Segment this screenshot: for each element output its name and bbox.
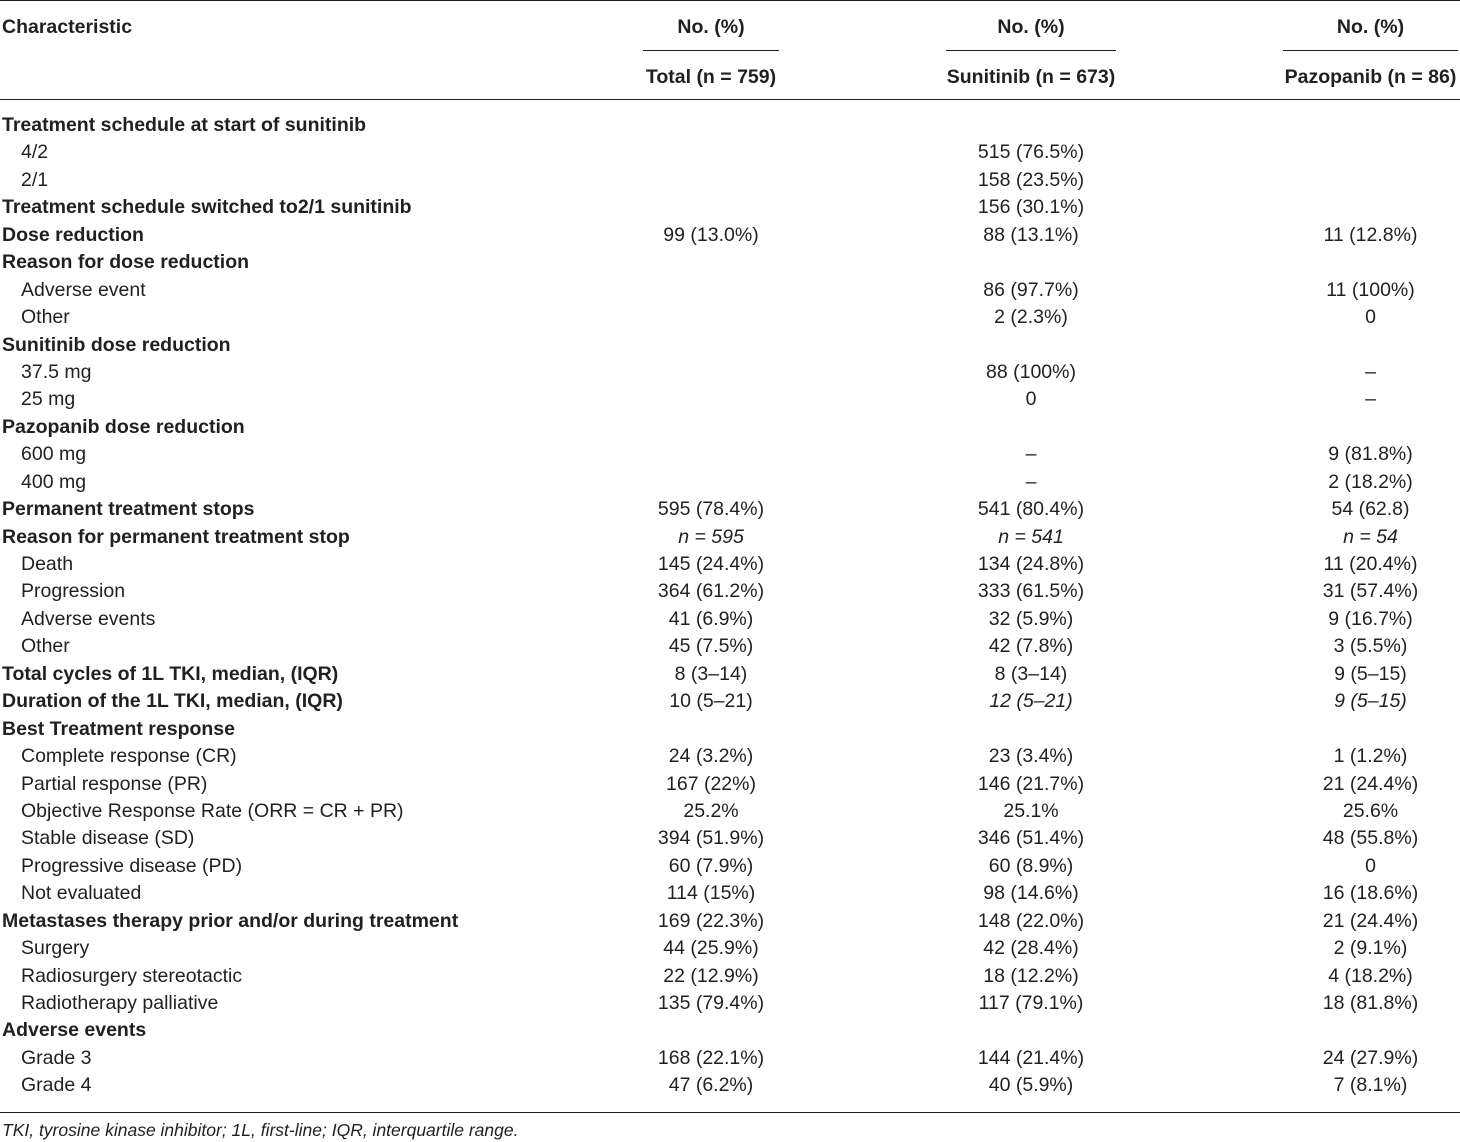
- table-row: [0, 578, 1460, 605]
- cell-pazopanib: 16 (18.6%): [1322, 882, 1419, 905]
- cell-total: 22 (12.9%): [663, 964, 759, 987]
- table-top-rule: [0, 0, 1460, 1]
- cell-total: 45 (7.5%): [668, 635, 754, 658]
- row-label: Progressive disease (PD): [21, 854, 243, 877]
- table-row: [0, 167, 1460, 194]
- cell-pazopanib: 9 (5–15): [1334, 690, 1407, 713]
- table-row: [0, 606, 1460, 633]
- cell-pazopanib: 11 (12.8%): [1323, 223, 1418, 246]
- cell-sunitinib: 346 (51.4%): [977, 827, 1085, 850]
- cell-sunitinib: 25.1%: [1003, 799, 1059, 822]
- cell-sunitinib: 146 (21.7%): [977, 772, 1085, 795]
- header-group-sunitinib: No. (%): [997, 16, 1065, 38]
- cell-sunitinib: 144 (21.4%): [977, 1046, 1085, 1069]
- cell-sunitinib: 134 (24.8%): [977, 553, 1085, 575]
- row-label: Permanent treatment stops: [2, 498, 255, 521]
- cell-sunitinib: 333 (61.5%): [977, 580, 1085, 603]
- cell-pazopanib: 11 (20.4%): [1323, 553, 1418, 575]
- cell-sunitinib: 23 (3.4%): [988, 745, 1074, 768]
- table-bottom-rule: [0, 1112, 1460, 1113]
- row-label: 2/1: [21, 168, 49, 191]
- header-group-pazopanib: No. (%): [1336, 16, 1405, 38]
- cell-total: 10 (5–21): [669, 690, 753, 713]
- table-row: [0, 935, 1460, 962]
- row-label: Reason for dose reduction: [2, 251, 250, 274]
- cell-pazopanib: 21 (24.4%): [1322, 772, 1419, 795]
- table-row: [0, 661, 1460, 688]
- table-row: [0, 551, 1460, 578]
- row-label: Stable disease (SD): [21, 827, 195, 850]
- cell-total: 99 (13.0%): [663, 223, 759, 246]
- cell-sunitinib: 18 (12.2%): [983, 964, 1079, 987]
- row-label: Adverse events: [21, 607, 156, 630]
- table-row: [0, 853, 1460, 880]
- cell-sunitinib: 148 (22.0%): [977, 909, 1085, 932]
- cell-pazopanib: 4 (18.2%): [1328, 964, 1413, 987]
- table-row: [0, 743, 1460, 770]
- header-underline-pazopanib: [1283, 50, 1458, 51]
- cell-pazopanib: 2 (18.2%): [1328, 470, 1413, 493]
- table-row: [0, 139, 1460, 166]
- cell-total: 145 (24.4%): [657, 553, 765, 575]
- row-label: Progression: [21, 580, 126, 603]
- row-label: Duration of the 1L TKI, median, (IQR): [2, 690, 343, 713]
- cell-sunitinib: 541 (80.4%): [977, 498, 1085, 521]
- row-label: Other: [21, 306, 70, 329]
- row-label: Grade 4: [21, 1074, 92, 1097]
- cell-pazopanib: 54 (62.8): [1331, 498, 1410, 521]
- cell-pazopanib: –: [1365, 360, 1376, 383]
- table-row: [0, 880, 1460, 907]
- cell-pazopanib: 48 (55.8%): [1322, 827, 1419, 850]
- header-characteristic: Characteristic: [2, 16, 133, 38]
- row-label: 25 mg: [21, 388, 76, 411]
- row-label: Treatment schedule switched to2/1 sunitinib: [2, 196, 412, 219]
- table-body: [0, 112, 1460, 1100]
- cell-pazopanib: 25.6%: [1342, 799, 1399, 822]
- cell-pazopanib: 9 (16.7%): [1328, 607, 1413, 630]
- table-row: [0, 524, 1460, 551]
- cell-total: n = 595: [678, 525, 744, 548]
- row-label: Grade 3: [21, 1046, 92, 1069]
- row-label: 600 mg: [21, 443, 87, 466]
- cell-total: 167 (22%): [666, 772, 756, 795]
- table-row: [0, 716, 1460, 743]
- cell-sunitinib: 12 (5–21): [989, 690, 1073, 713]
- cell-pazopanib: 11 (100%): [1326, 278, 1415, 301]
- cell-sunitinib: 156 (30.1%): [977, 196, 1085, 219]
- cell-total: 168 (22.1%): [657, 1046, 765, 1069]
- table-row: [0, 990, 1460, 1017]
- row-label: Adverse event: [21, 278, 146, 301]
- cell-total: 364 (61.2%): [657, 580, 765, 603]
- cell-total: 24 (3.2%): [668, 745, 754, 768]
- cell-sunitinib: n = 541: [998, 525, 1064, 548]
- cell-pazopanib: 9 (81.8%): [1328, 443, 1413, 466]
- cell-pazopanib: 0: [1365, 854, 1376, 877]
- header-underline-sunitinib: [946, 50, 1116, 51]
- cell-sunitinib: 2 (2.3%): [994, 306, 1068, 329]
- cell-pazopanib: 31 (57.4%): [1322, 580, 1419, 603]
- cell-sunitinib: 88 (100%): [986, 360, 1076, 383]
- table-row: [0, 194, 1460, 221]
- header-underline-total: [643, 50, 779, 51]
- table-row: [0, 771, 1460, 798]
- row-label: 37.5 mg: [21, 360, 92, 383]
- row-label: Treatment schedule at start of sunitinib: [2, 114, 367, 136]
- cell-pazopanib: 7 (8.1%): [1333, 1074, 1408, 1097]
- cell-total: 41 (6.9%): [668, 607, 754, 630]
- cell-total: 47 (6.2%): [668, 1074, 754, 1097]
- table-row: [0, 1072, 1460, 1099]
- cell-sunitinib: 515 (76.5%): [977, 141, 1085, 164]
- table-row: [0, 359, 1460, 386]
- cell-sunitinib: 32 (5.9%): [988, 607, 1074, 630]
- cell-sunitinib: –: [1025, 470, 1037, 493]
- table-row: [0, 908, 1460, 935]
- table-footnote: TKI, tyrosine kinase inhibitor; 1L, first-line; IQR, interquartile range.: [2, 1120, 519, 1140]
- header-total: Total (n = 759): [645, 66, 777, 88]
- cell-sunitinib: 158 (23.5%): [977, 168, 1085, 191]
- cell-pazopanib: 3 (5.5%): [1333, 635, 1408, 658]
- cell-pazopanib: 2 (9.1%): [1333, 937, 1408, 960]
- table-row: [0, 386, 1460, 413]
- header-pazopanib: Pazopanib (n = 86): [1284, 66, 1457, 88]
- cell-pazopanib: 1 (1.2%): [1333, 745, 1408, 768]
- table-row: [0, 633, 1460, 660]
- cell-sunitinib: 40 (5.9%): [988, 1074, 1074, 1097]
- cell-sunitinib: 42 (28.4%): [983, 937, 1079, 960]
- cell-sunitinib: 0: [1025, 388, 1037, 411]
- row-label: Dose reduction: [2, 223, 144, 246]
- table-row: [0, 963, 1460, 990]
- row-label: Surgery: [21, 937, 90, 960]
- row-label: Pazopanib dose reduction: [2, 415, 245, 438]
- row-label: Sunitinib dose reduction: [2, 333, 231, 356]
- table-row: [0, 1017, 1460, 1044]
- row-label: Other: [21, 635, 70, 658]
- row-label: Partial response (PR): [21, 772, 208, 795]
- row-label: Not evaluated: [21, 882, 142, 905]
- table-row: [0, 304, 1460, 331]
- row-label: Metastases therapy prior and/or during treatment: [2, 909, 459, 932]
- table-row: [0, 469, 1460, 496]
- cell-total: 169 (22.3%): [657, 909, 765, 932]
- row-label: Objective Response Rate (ORR = CR + PR): [21, 799, 404, 822]
- table-row: [0, 688, 1460, 715]
- cell-pazopanib: 21 (24.4%): [1322, 909, 1419, 932]
- cell-pazopanib: –: [1365, 388, 1376, 411]
- row-label: Death: [21, 553, 74, 575]
- cell-total: 60 (7.9%): [668, 854, 754, 877]
- cell-sunitinib: 117 (79.1%): [978, 992, 1084, 1014]
- header-sunitinib: Sunitinib (n = 673): [946, 66, 1116, 88]
- cell-sunitinib: 8 (3–14): [994, 662, 1068, 685]
- cell-total: 135 (79.4%): [657, 992, 765, 1014]
- cell-total: 44 (25.9%): [663, 937, 759, 960]
- row-label: 4/2: [21, 141, 49, 164]
- cell-sunitinib: –: [1025, 443, 1037, 466]
- table-header-rule: [0, 99, 1460, 100]
- table-row: [0, 798, 1460, 825]
- table-row: [0, 414, 1460, 441]
- table-row: [0, 1045, 1460, 1072]
- cell-pazopanib: 18 (81.8%): [1322, 992, 1419, 1014]
- cell-pazopanib: 24 (27.9%): [1322, 1046, 1419, 1069]
- table-row: [0, 277, 1460, 304]
- cell-sunitinib: 98 (14.6%): [983, 882, 1079, 905]
- row-label: Radiotherapy palliative: [21, 992, 219, 1014]
- table-row: [0, 112, 1460, 139]
- cell-pazopanib: 0: [1365, 306, 1376, 329]
- cell-sunitinib: 42 (7.8%): [988, 635, 1074, 658]
- cell-sunitinib: 60 (8.9%): [988, 854, 1074, 877]
- table-row: [0, 825, 1460, 852]
- row-label: 400 mg: [21, 470, 87, 493]
- cell-pazopanib: 9 (5–15): [1334, 662, 1407, 685]
- cell-total: 394 (51.9%): [657, 827, 765, 850]
- row-label: Best Treatment response: [2, 717, 236, 740]
- cell-total: 8 (3–14): [674, 662, 748, 685]
- header-group-total: No. (%): [677, 16, 745, 38]
- table-row: [0, 332, 1460, 359]
- cell-pazopanib: n = 54: [1343, 525, 1398, 548]
- cell-total: 25.2%: [683, 799, 739, 822]
- row-label: Radiosurgery stereotactic: [21, 964, 243, 987]
- row-label: Adverse events: [2, 1019, 147, 1042]
- table-row: [0, 441, 1460, 468]
- table-row: [0, 222, 1460, 249]
- cell-total: 114 (15%): [666, 882, 756, 905]
- row-label: Total cycles of 1L TKI, median, (IQR): [2, 662, 339, 685]
- row-label: Complete response (CR): [21, 745, 237, 768]
- table-row: [0, 249, 1460, 276]
- row-label: Reason for permanent treatment stop: [2, 525, 350, 548]
- cell-total: 595 (78.4%): [657, 498, 765, 521]
- table-row: [0, 496, 1460, 523]
- cell-sunitinib: 88 (13.1%): [983, 223, 1079, 246]
- cell-sunitinib: 86 (97.7%): [983, 278, 1079, 301]
